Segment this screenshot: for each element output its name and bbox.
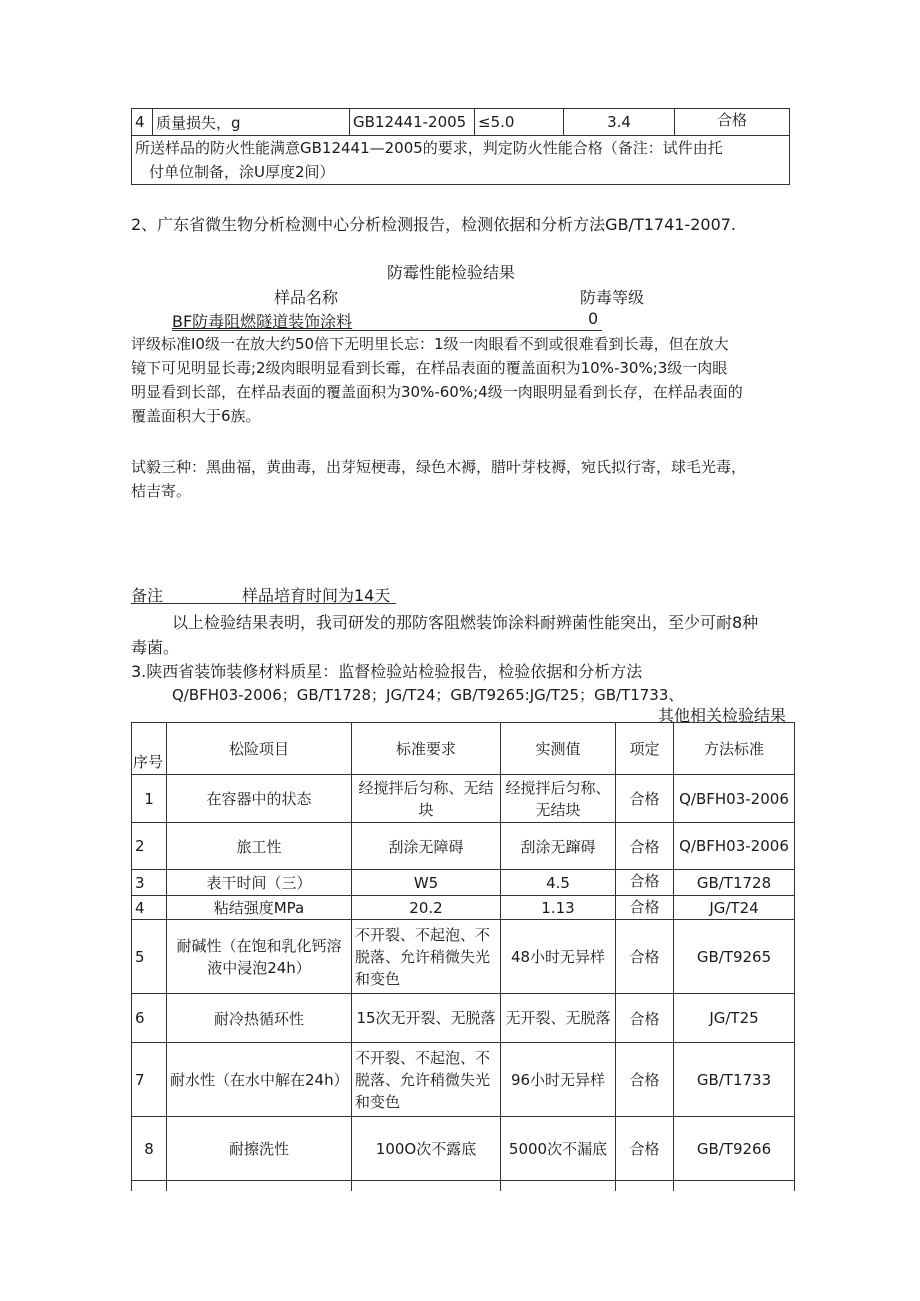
row6-requirement: 15次无开裂、无脱落 [352,994,501,1043]
results-table [131,722,795,1191]
col-grade: 防毒等级 [580,288,645,307]
row1-no: 1 [132,775,167,823]
conclusion-line2: 毒菌。 [131,638,180,657]
row8-method: GB/T9266 [674,1117,795,1181]
top-note-line2: 付单位制备，涂U厚度2间） [149,163,335,181]
row3-measured: 4.5 [501,870,616,896]
row7-item: 耐水性（在水中解在24h） [167,1043,352,1117]
row1-judgement: 合格 [616,775,674,823]
row5-no: 5 [132,920,167,994]
table-row [132,823,795,870]
row5-judgement: 合格 [616,920,674,994]
row1-item: 在容器中的状态 [167,775,352,823]
th-item: 松险项目 [167,723,352,775]
fungi-line2: 桔吉寄。 [131,482,192,500]
row7-judgement: 合格 [616,1043,674,1117]
row2-item: 旅工性 [167,823,352,870]
table-row [132,775,795,823]
criteria-line3: 明显看到长部，在样品表面的覆盖面积为30%-60%;4级一肉眼明显看到长存，在样品表面的 [131,383,743,401]
th-requirement: 标准要求 [352,723,501,775]
row2-method: Q/BFH03-2006 [674,823,795,870]
row6-judgement: 合格 [616,994,674,1043]
top-row-requirement: ≤5.0 [475,109,564,136]
th-measured: 实测值 [501,723,616,775]
row2-requirement: 刮涂无障碍 [352,823,501,870]
row4-measured: 1.13 [501,896,616,920]
row5-measured: 48小时无异样 [501,920,616,994]
row4-item: 粘结强度MPa [167,896,352,920]
top-note-line1: 所送样品的防火性能满意GB12441—2005的要求，判定防火性能合格（备注：试件由托 [135,139,723,157]
row3-requirement: W5 [352,870,501,896]
mold-result-title: 防霉性能检验结果 [387,263,516,282]
th-no: 序号 [132,723,167,775]
th-judgement: 项定 [616,723,674,775]
top-row-standard: GB12441-2005 [350,109,475,136]
row5-item: 耐碱性（在饱和乳化钙溶液中浸泡24h） [167,920,352,994]
top-row-measured: 3.4 [564,109,675,136]
criteria-line1: 评级标准I0级一在放大约50倍下无明里长忘：1级一肉眼看不到或很难看到长毒，但在放大 [131,335,729,353]
top-row-no: 4 [132,109,153,136]
table-row [132,1043,795,1117]
table-row [132,870,795,896]
criteria-line4: 覆盖面积大于6族。 [131,407,261,425]
row1-measured: 经搅拌后匀称、无结块 [501,775,616,823]
row8-judgement: 合格 [616,1117,674,1181]
row2-measured: 刮涂无蹿碍 [501,823,616,870]
row8-measured: 5000次不漏底 [501,1117,616,1181]
row1-method: Q/BFH03-2006 [674,775,795,823]
th-method: 方法标准 [674,723,795,775]
remark-text: 样品培育时间为14天 [242,586,391,605]
top-table-note [132,136,790,185]
top-row-item: 质量损失，g [153,109,350,136]
row3-judgement: 合格 [616,870,674,896]
row6-item: 耐冷热循环性 [167,994,352,1043]
table-header-row [132,723,795,775]
row6-no: 6 [132,994,167,1043]
row3-item: 表干时间（三） [167,870,352,896]
section3-heading-line2: Q/BFH03-2006；GB/T1728；JG/T24；GB/T9265:JG/T25；GB/T1733、 [172,686,684,704]
row4-judgement: 合格 [616,896,674,920]
row3-no: 3 [132,870,167,896]
top-table [131,108,790,185]
remark-label: 备注 [131,586,164,605]
sample-name: BF防毒阻燃隧道装饰涂料 [172,312,353,331]
table-row [132,994,795,1043]
conclusion-line1: 以上检验结果表明，我司研发的那防客阻燃装饰涂料耐辨菌性能突出，至少可耐8种 [172,613,759,632]
table-caption: 其他相关检验结果 [658,706,787,725]
row8-no: 8 [132,1117,167,1181]
row4-method: JG/T24 [674,896,795,920]
criteria-line2: 镜下可见明显长毒;2级肉眼明显看到长霉，在样品表面的覆盖面积为10%-30%;3级一肉眼 [131,359,728,377]
row7-measured: 96小时无异样 [501,1043,616,1117]
row7-method: GB/T1733 [674,1043,795,1117]
table-row [132,920,795,994]
row4-no: 4 [132,896,167,920]
row1-requirement: 经搅拌后匀称、无结块 [352,775,501,823]
table-tail-row [132,1181,795,1191]
table-row [132,896,795,920]
col-sample-name: 样品名称 [274,288,339,307]
row2-no: 2 [132,823,167,870]
row8-item: 耐擦洗性 [167,1117,352,1181]
remark-rule [131,603,396,604]
row7-no: 7 [132,1043,167,1117]
sample-rule [172,330,602,331]
top-row-result: 合格 [675,109,790,136]
section3-heading-line1: 3.陕西省装饰装修材料质星：监督检验站检验报告，检验依据和分析方法 [131,662,643,681]
row7-requirement: 不开裂、不起泡、不脱落、允许稍微失光和变色 [352,1043,501,1117]
table-row [132,1117,795,1181]
row3-method: GB/T1728 [674,870,795,896]
row5-method: GB/T9265 [674,920,795,994]
row6-measured: 无开裂、无脱落 [501,994,616,1043]
fungi-line1: 试毅三种：黑曲福，黄曲毒，出芽短梗毒，绿色木褥，腊叶芽枝褥，宛氏拟行寄，球毛光毒， [131,458,747,476]
sample-grade: 0 [588,309,599,328]
row6-method: JG/T25 [674,994,795,1043]
section2-heading: 2、广东省微生物分析检测中心分析检测报告，检测依据和分析方法GB/T1741-2007. [131,215,737,234]
row5-requirement: 不开裂、不起泡、不脱落、允许稍微失光和变色 [352,920,501,994]
row4-requirement: 20.2 [352,896,501,920]
row2-judgement: 合格 [616,823,674,870]
row8-requirement: 100O次不露底 [352,1117,501,1181]
